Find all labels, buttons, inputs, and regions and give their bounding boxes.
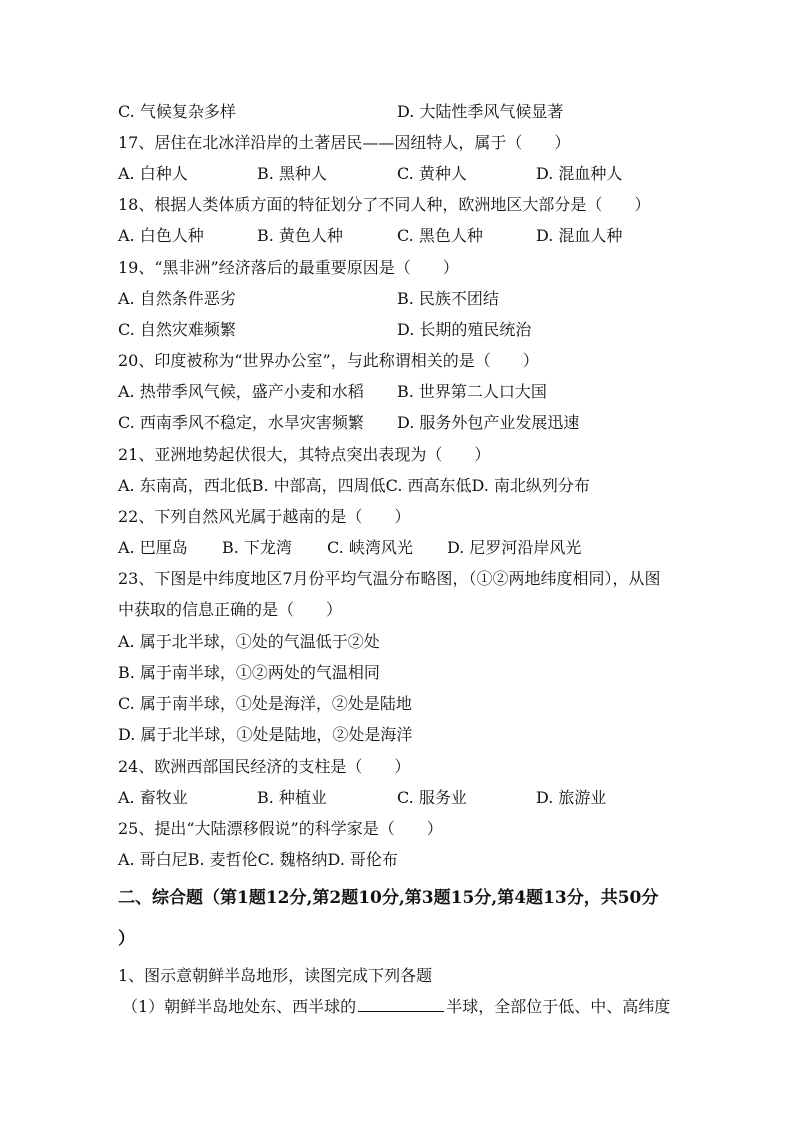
section-2-title-line1: 二、综合题（第1题12分,第2题10分,第3题15分,第4题13分，共50分: [118, 888, 659, 908]
q23-option-a: A. 属于北半球，①处的气温低于②处: [118, 632, 380, 651]
comp-q1-sub1: [122, 997, 670, 1017]
q21-stem: 21、亚洲地势起伏很大，其特点突出表现为（ ）: [118, 445, 491, 464]
comp-q1-stem: 1、图示意朝鲜半岛地形，读图完成下列各题: [118, 966, 433, 985]
q17-option-b: B. 黑种人: [257, 164, 327, 183]
q24-option-a: A. 畜牧业: [118, 788, 188, 807]
q20-stem: 20、印度被称为“世界办公室”，与此称谓相关的是（ ）: [118, 351, 539, 370]
q19-stem: 19、“黑非洲”经济落后的最重要原因是（ ）: [118, 258, 459, 277]
q18-option-b: B. 黄色人种: [257, 226, 343, 245]
q18-stem: 18、根据人类体质方面的特征划分了不同人种，欧洲地区大部分是（ ）: [118, 195, 651, 214]
q24-option-c: C. 服务业: [397, 788, 467, 807]
q17-option-a: A. 白种人: [118, 164, 188, 183]
q23-option-c: C. 属于南半球，①处是海洋，②处是陆地: [118, 694, 412, 713]
q19-option-b: B. 民族不团结: [397, 289, 499, 308]
q17-option-c: C. 黄种人: [397, 164, 467, 183]
q19-option-a: A. 自然条件恶劣: [118, 289, 236, 308]
q20-option-c: C. 西南季风不稳定，水旱灾害频繁: [118, 413, 364, 432]
q16-option-c: C. 气候复杂多样: [118, 102, 236, 121]
q17-option-d: D. 混血种人: [536, 164, 623, 183]
q23-stem-line1: 23、下图是中纬度地区7月份平均气温分布略图，（①②两地纬度相同），从图: [118, 569, 661, 588]
q23-option-d: D. 属于北半球，①处是陆地，②处是海洋: [118, 725, 413, 744]
q19-option-d: D. 长期的殖民统治: [397, 320, 532, 339]
q22-option-c: C. 峡湾风光: [327, 538, 413, 557]
q22-option-a: A. 巴厘岛: [118, 538, 188, 557]
comp-q1-sub1-after: 半球，全部位于低、中、高纬度: [446, 997, 671, 1016]
q20-option-d: D. 服务外包产业发展迅速: [397, 413, 580, 432]
q17-stem: 17、居住在北冰洋沿岸的土著居民——因纽特人，属于（ ）: [118, 133, 571, 152]
q19-option-c: C. 自然灾难频繁: [118, 320, 236, 339]
comp-q1-sub1-before: （1）朝鲜半岛地处东、西半球的: [122, 997, 357, 1016]
q24-stem: 24、欧洲西部国民经济的支柱是（ ）: [118, 757, 411, 776]
q24-option-b: B. 种植业: [257, 788, 327, 807]
q23-stem-line2: 中获取的信息正确的是（ ）: [118, 600, 343, 619]
section-2-title-line2: ）: [118, 929, 135, 949]
q18-option-c: C. 黑色人种: [397, 226, 483, 245]
q16-option-d: D. 大陆性季风气候显著: [397, 102, 564, 121]
q25-options: A. 哥白尼B. 麦哲伦C. 魏格纳D. 哥伦布: [118, 850, 398, 869]
q21-options: A. 东南高，西北低B. 中部高，四周低C. 西高东低D. 南北纵列分布: [118, 476, 590, 495]
q22-option-b: B. 下龙湾: [222, 538, 292, 557]
q20-option-b: B. 世界第二人口大国: [397, 382, 547, 401]
q23-option-b: B. 属于南半球，①②两处的气温相同: [118, 663, 380, 682]
answer-blank[interactable]: [358, 997, 444, 1012]
q22-option-d: D. 尼罗河沿岸风光: [447, 538, 582, 557]
q20-option-a: A. 热带季风气候，盛产小麦和水稻: [118, 382, 364, 401]
q22-stem: 22、下列自然风光属于越南的是（ ）: [118, 507, 411, 526]
q18-option-a: A. 白色人种: [118, 226, 204, 245]
q18-option-d: D. 混血人种: [536, 226, 623, 245]
q25-stem: 25、提出“大陆漂移假说”的科学家是（ ）: [118, 819, 443, 838]
q24-option-d: D. 旅游业: [536, 788, 607, 807]
